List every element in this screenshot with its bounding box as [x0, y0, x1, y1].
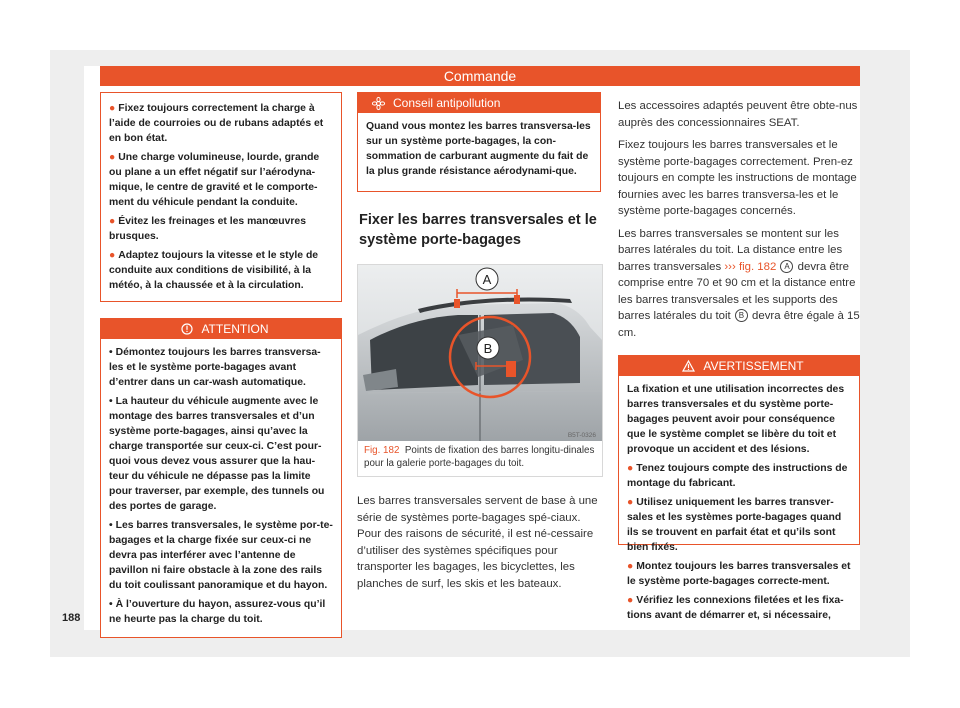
list-item: • Démontez toujours les barres transversa-les et le système porte-bagages avant d’entrer dans un car-wash automatique. [109, 347, 321, 388]
list-item: ● Évitez les freinages et les manœuvres brusques. [109, 216, 306, 242]
info-circle-icon [181, 323, 193, 335]
car-roof-rack-illustration [358, 265, 602, 441]
list-item: • Les barres transversales, le système por-te-bagages et la charge fixée sur ceux-ci ne devra pas interférer avec l’antenne de pavillon ni faire obstacle à la zone des rails du toit coulissant panoramique et du hayon. [109, 520, 333, 591]
warning-title-bar [619, 356, 859, 376]
eco-tip-title-bar [358, 93, 600, 113]
safety-bullet-list [109, 101, 333, 293]
column-2 [357, 92, 601, 598]
list-item: ● Fixez toujours correctement la charge à l’aide de courroies ou de rubans adaptés et en bon état. [109, 103, 324, 144]
attention-title-bar [101, 319, 341, 339]
badge-b: B [735, 309, 748, 322]
attention-list [109, 345, 333, 627]
figure-ref-arrow[interactable]: ››› [724, 260, 736, 273]
paragraph-1: Les accessoires adaptés peuvent être obte-nus auprès des concessionnaires SEAT. [618, 100, 858, 129]
body-paragraph: Les barres transversales servent de base à une série de systèmes porte-bagages spé-ciaux. Pour des raisons de sécurité, il est né-cessaire d’utiliser des systèmes spécifiques pour transporter les bagages, les bicyclettes, les planches de surf, les skis et les bateaux. [357, 495, 598, 590]
attention-title: ATTENTION [201, 322, 269, 336]
figure-caption-text: Points de fixation des barres longitu-dinales pour la galerie porte-bagages du toit. [364, 445, 595, 469]
page-number: 188 [62, 612, 81, 624]
column-3 [618, 92, 860, 621]
safety-bullets-box [100, 92, 342, 302]
section-title: Fixer les barres transversales et le système porte-bagages [359, 212, 597, 248]
warning-title: AVERTISSEMENT [703, 359, 804, 373]
figure-label-a: A [482, 272, 492, 287]
paragraph-2: Fixez toujours les barres transversales et le système porte-bagages correctement. Pren-ez toujours en compte les instructions de montage fournies avec les barres transversa-les et le système porte-bagages concernés. [618, 139, 857, 217]
figure-label-b: B [483, 341, 493, 356]
figure-code: B5T-0326 [567, 432, 596, 439]
eco-tip-box [357, 92, 601, 192]
warning-list [627, 461, 851, 623]
warning-box [618, 355, 860, 621]
list-item: • La hauteur du véhicule augmente avec le montage des barres transversales et d’un système porte-bagages, ainsi qu’avec la charge transportée sur ceux-ci. C’est pour-quoi vous devez vous assurer que la hau-teur du véhicule ne dépasse pas la limite pour traverser, par exemple, des tunnels ou des portes de garage. [109, 396, 325, 512]
list-item: ● Une charge volumineuse, lourde, grande ou plane a un effet négatif sur l’aérodyna-mique, le centre de gravité et le comporte-ment du véhicule pendant la conduite. [109, 152, 320, 208]
figure-caption-label: Fig. 182 [364, 445, 400, 456]
column-1 [100, 92, 342, 638]
list-item: ● Tenez toujours compte des instructions de montage du fabricant. [627, 463, 848, 489]
warning-triangle-icon [682, 360, 695, 372]
warning-intro: La fixation et une utilisation incorrectes des barres transversales et du système porte-bagages peuvent avoir pour conséquence que le système complet se libère du toit et provoque un accident et des lésions. [627, 384, 845, 455]
attention-box [100, 318, 342, 638]
badge-a: A [780, 260, 793, 273]
list-item: ● Utilisez uniquement les barres transver-sales et les systèmes porte-bagages quand ils se trouvent en parfait état et qu’ils sont bien fixés. [627, 497, 842, 553]
list-item: ● Montez toujours les barres transversales et le système porte-bagages correcte-ment. [627, 561, 851, 587]
list-item: ● Vérifiez les connexions filetées et les fixa-tions avant de démarrer et, si nécessaire, [627, 595, 844, 621]
paragraph-3: Les barres transversales se montent sur les barres latérales du toit. La distance entre les barres transversales ››› fig. 182 A devra être comprise entre 70 et 90 cm et la distance entre les barres transversales et les supports des barres latérales du toit B devra être égale à 15 cm. [618, 227, 860, 339]
figure-182 [357, 264, 603, 477]
eco-tip-text: Quand vous montez les barres transversa-les sur un système porte-bagages, la con-sommation de carburant augmente du fait de la plus grande résistance aérodynami-que. [366, 121, 591, 177]
section-header: Commande [100, 66, 860, 86]
eco-tip-title: Conseil antipollution [393, 96, 501, 110]
leaf-flower-icon [372, 97, 385, 110]
figure-caption [358, 441, 602, 476]
list-item: ● Adaptez toujours la vitesse et le style de conduite aux conditions de visibilité, à la météo, à la chaussée et à la circulation. [109, 250, 319, 291]
figure-ref-link[interactable]: fig. 182 [738, 260, 777, 273]
list-item: • À l’ouverture du hayon, assurez-vous qu’il ne heurte pas la charge du toit. [109, 599, 326, 625]
